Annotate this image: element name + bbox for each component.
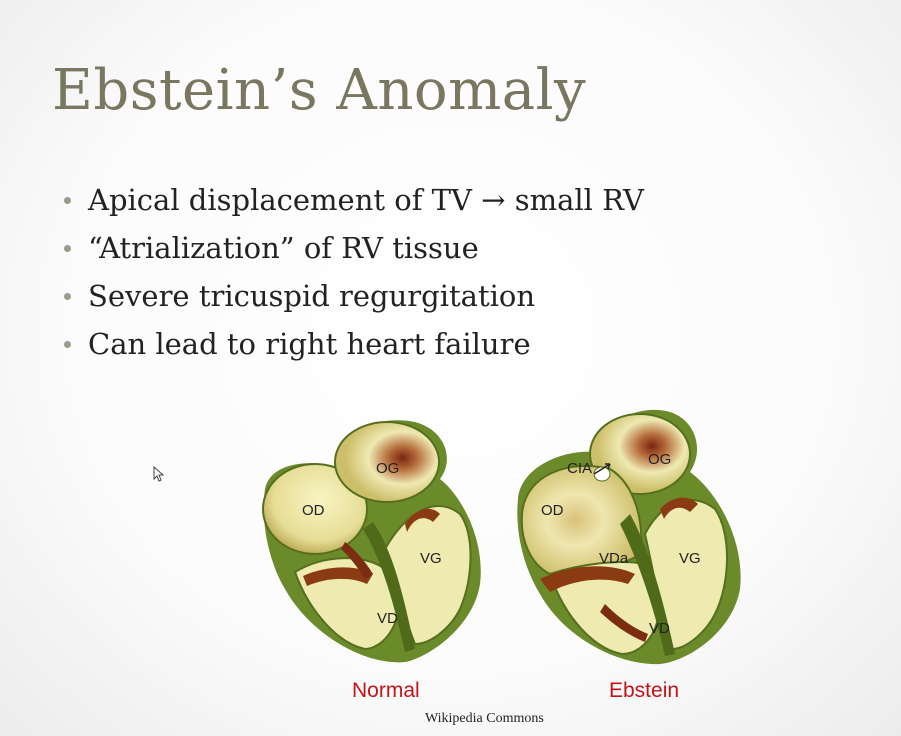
bullet-item: Apical displacement of TV → small RV: [62, 176, 644, 224]
heart-label-og: OG: [648, 451, 672, 468]
image-credit: Wikipedia Commons: [425, 711, 544, 726]
ebstein-heart-illustration: [510, 404, 755, 669]
slide-title: Ebstein’s Anomaly: [52, 58, 587, 123]
heart-label-cia: CIA: [567, 460, 593, 477]
bullet-item: Severe tricuspid regurgitation: [62, 272, 644, 320]
heart-label-vg: VG: [420, 550, 442, 567]
heart-label-od: OD: [541, 502, 564, 519]
caption-ebstein: Ebstein: [609, 679, 680, 702]
heart-label-vda: VDa: [599, 550, 629, 567]
heart-label-vd: VD: [649, 620, 670, 637]
caption-normal: Normal: [352, 679, 420, 702]
bullet-item: “Atrialization” of RV tissue: [62, 224, 644, 272]
bullet-item: Can lead to right heart failure: [62, 320, 644, 368]
heart-label-od: OD: [302, 502, 325, 519]
heart-label-vd: VD: [377, 610, 398, 627]
heart-label-og: OG: [376, 460, 400, 477]
heart-label-vg: VG: [679, 550, 701, 567]
heart-diagram-figure: [255, 404, 755, 674]
normal-heart-illustration: [255, 404, 495, 669]
mouse-cursor-icon: [153, 466, 165, 482]
bullet-list: [62, 176, 644, 368]
